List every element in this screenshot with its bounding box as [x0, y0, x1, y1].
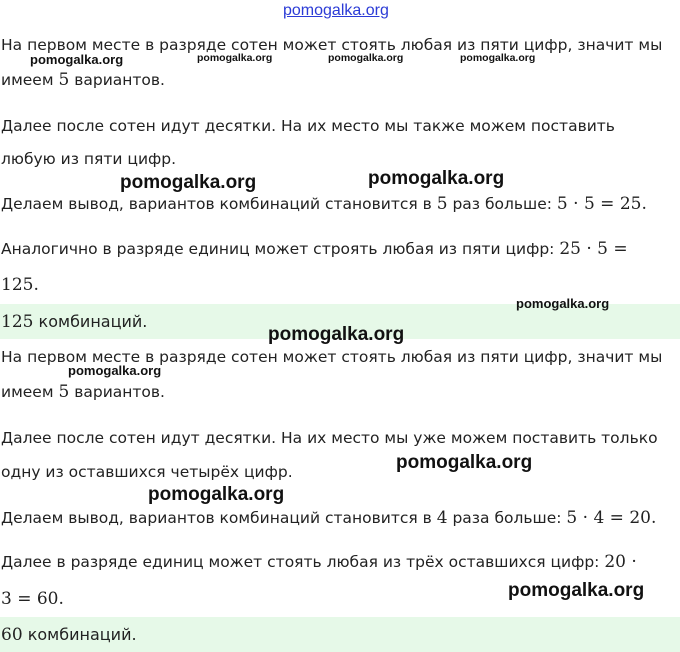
s2-paragraph-2-line-1: Далее после сотен идут десятки. На их место мы уже можем поставить только: [1, 429, 658, 447]
watermark: pomogalka.org: [396, 452, 533, 473]
s2-paragraph-4-line-1: [1, 552, 637, 572]
s2-result: [1, 625, 137, 645]
watermark: pomogalka.org: [516, 296, 610, 311]
s1-p4-expression: 25 · 5 =: [559, 239, 628, 259]
s2-p1-post: вариантов.: [69, 383, 165, 401]
watermark: pomogalka.org: [68, 363, 162, 378]
s1-paragraph-1-line-2: [1, 70, 165, 90]
s1-p3-number: 5: [436, 194, 448, 214]
watermark: pomogalka.org: [368, 168, 505, 189]
s2-paragraph-4-line-2: 3 = 60.: [1, 589, 64, 609]
s1-paragraph-2-line-1: Далее после сотен идут десятки. На их место мы также можем поставить: [1, 117, 615, 135]
s2-result-number: 60: [1, 625, 23, 645]
s2-p1-number: 5: [58, 382, 70, 402]
s2-p3-expression: 5 · 4 = 20.: [566, 508, 657, 528]
s2-p3-number: 4: [436, 508, 448, 528]
s1-result-number: 125: [1, 312, 34, 332]
s1-result: [1, 312, 147, 332]
watermark: pomogalka.org: [460, 52, 536, 64]
s2-result-band: [0, 617, 680, 652]
s2-p1-pre: имеем: [1, 383, 59, 401]
s1-p1-pre: имеем: [1, 71, 59, 89]
s1-p1-number: 5: [58, 70, 70, 90]
watermark: pomogalka.org: [268, 324, 405, 345]
watermark: pomogalka.org: [148, 484, 285, 505]
s1-p3-pre: Делаем вывод, вариантов комбинаций становится в: [1, 195, 437, 213]
watermark: pomogalka.org: [508, 580, 645, 601]
watermark: pomogalka.org: [120, 172, 257, 193]
watermark: pomogalka.org: [328, 52, 404, 64]
s1-paragraph-4-line-2: 125.: [1, 275, 39, 295]
watermark: pomogalka.org: [30, 52, 124, 67]
s2-paragraph-1-line-2: [1, 382, 165, 402]
site-link[interactable]: pomogalka.org: [283, 2, 389, 19]
s2-paragraph-3: [1, 508, 656, 528]
s2-p3-mid: раза больше:: [447, 509, 567, 527]
s1-p3-mid: раз больше:: [447, 195, 557, 213]
s1-result-text: комбинаций.: [33, 312, 148, 331]
s1-p4-pre: Аналогично в разряде единиц может строять любая из пяти цифр:: [1, 240, 560, 258]
s2-p3-pre: Делаем вывод, вариантов комбинаций становится в: [1, 509, 437, 527]
s2-result-text: комбинаций.: [22, 625, 137, 644]
watermark: pomogalka.org: [197, 52, 273, 64]
s2-paragraph-2-line-2: одну из оставшихся четырёх цифр.: [1, 463, 293, 481]
s2-paragraph-1-line-1: На первом месте в разряде сотен может стоять любая из пяти цифр, значит мы: [1, 348, 663, 366]
s1-paragraph-2-line-2: любую из пяти цифр.: [1, 150, 177, 168]
s2-p4-pre: Далее в разряде единиц может стоять любая из трёх оставшихся цифр:: [1, 553, 605, 571]
s1-p1-post: вариантов.: [69, 71, 165, 89]
s1-p3-expression: 5 · 5 = 25.: [556, 194, 647, 214]
s1-paragraph-4-line-1: [1, 239, 628, 259]
s2-p4-expression: 20 ·: [604, 552, 637, 572]
s1-paragraph-3: [1, 194, 647, 214]
s1-paragraph-1-line-1: На первом месте в разряде сотен может стоять любая из пяти цифр, значит мы: [1, 36, 663, 54]
